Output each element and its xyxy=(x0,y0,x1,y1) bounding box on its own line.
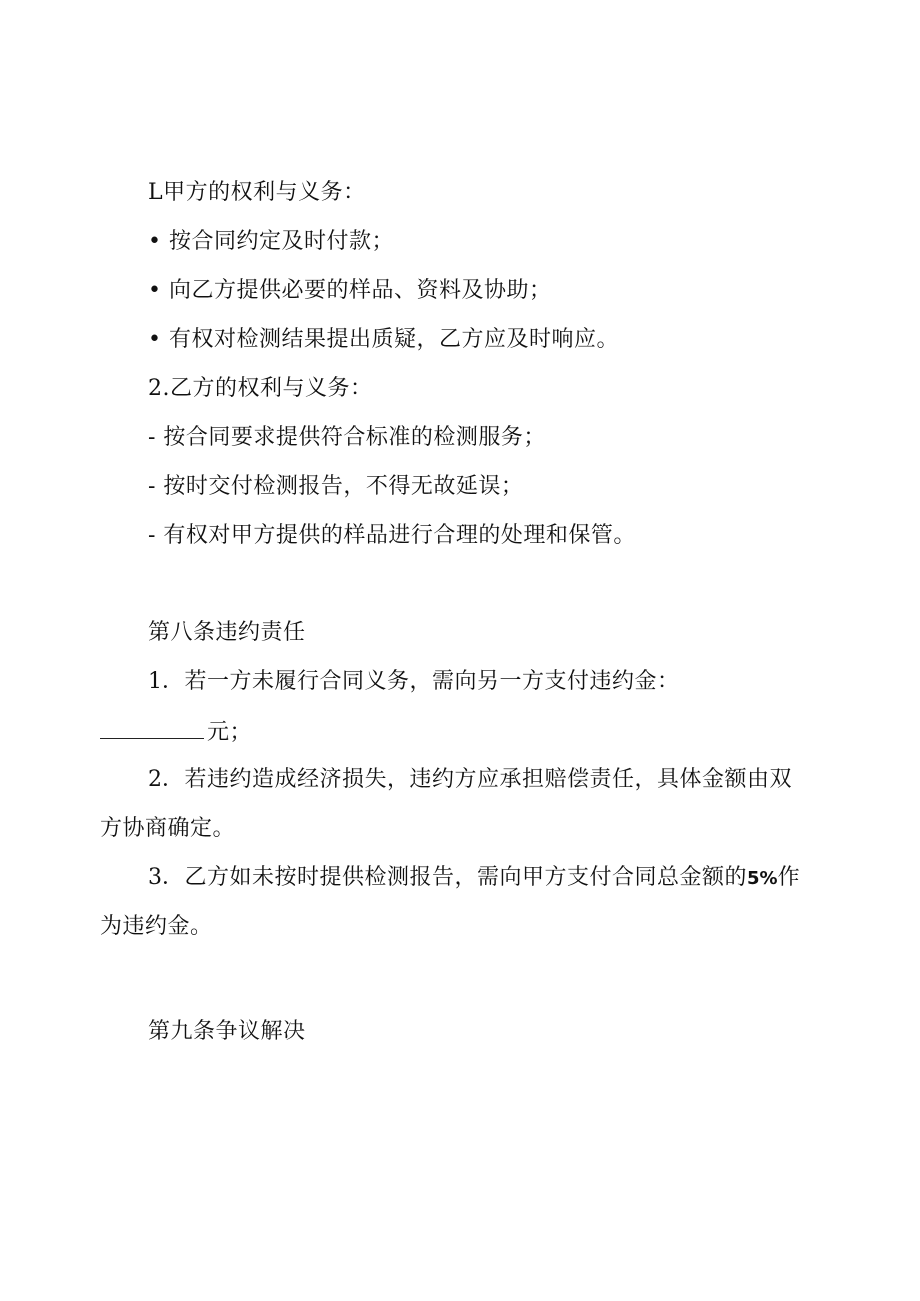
section8-clause-3 xyxy=(148,863,800,894)
section8-clause-1 xyxy=(148,667,680,697)
clause-2-number: 2 xyxy=(148,767,162,792)
partyA-item-2: • 向乙方提供必要的样品、资料及协助； xyxy=(148,278,552,303)
clause-3-number: 3 xyxy=(148,865,162,890)
section8-title: 第八条违约责任 xyxy=(148,620,306,645)
partyB-item-2: - 按时交付检测报告，不得无故延误； xyxy=(148,474,524,499)
partyA-item-1: • 按合同约定及时付款； xyxy=(148,229,394,254)
partyB-heading: 2.乙方的权利与义务： xyxy=(148,376,373,401)
clause-3-pre: ．乙方如未按时提供检测报告，需向甲方支付合同总金额的 xyxy=(162,865,748,890)
amount-blank xyxy=(100,716,204,739)
clause-3-line-2: 为违约金。 xyxy=(100,914,213,939)
section8-clause-2 xyxy=(148,765,792,795)
clause-1-text: ．若一方未履行合同义务，需向另一方支付违约金： xyxy=(162,669,680,694)
clause-2-line-2: 方协商确定。 xyxy=(100,816,236,841)
clause-1-tail: 元； xyxy=(207,720,253,745)
clause-2-line-1: ．若违约造成经济损失，违约方应承担赔偿责任，具体金额由双 xyxy=(162,767,793,792)
clause-3-percent: 5% xyxy=(747,868,778,889)
partyB-item-3: - 有权对甲方提供的样品进行合理的处理和保管。 xyxy=(148,523,636,548)
section9-title: 第九条争议解决 xyxy=(148,1019,306,1044)
section8-clause-1-cont xyxy=(100,716,252,748)
clause-1-number: 1 xyxy=(148,669,162,694)
partyA-heading: L甲方的权利与义务： xyxy=(148,180,366,205)
partyB-item-1: - 按合同要求提供符合标准的检测服务； xyxy=(148,425,546,450)
clause-3-post: 作 xyxy=(777,865,801,890)
partyA-item-3: • 有权对检测结果提出质疑，乙方应及时响应。 xyxy=(148,327,619,352)
